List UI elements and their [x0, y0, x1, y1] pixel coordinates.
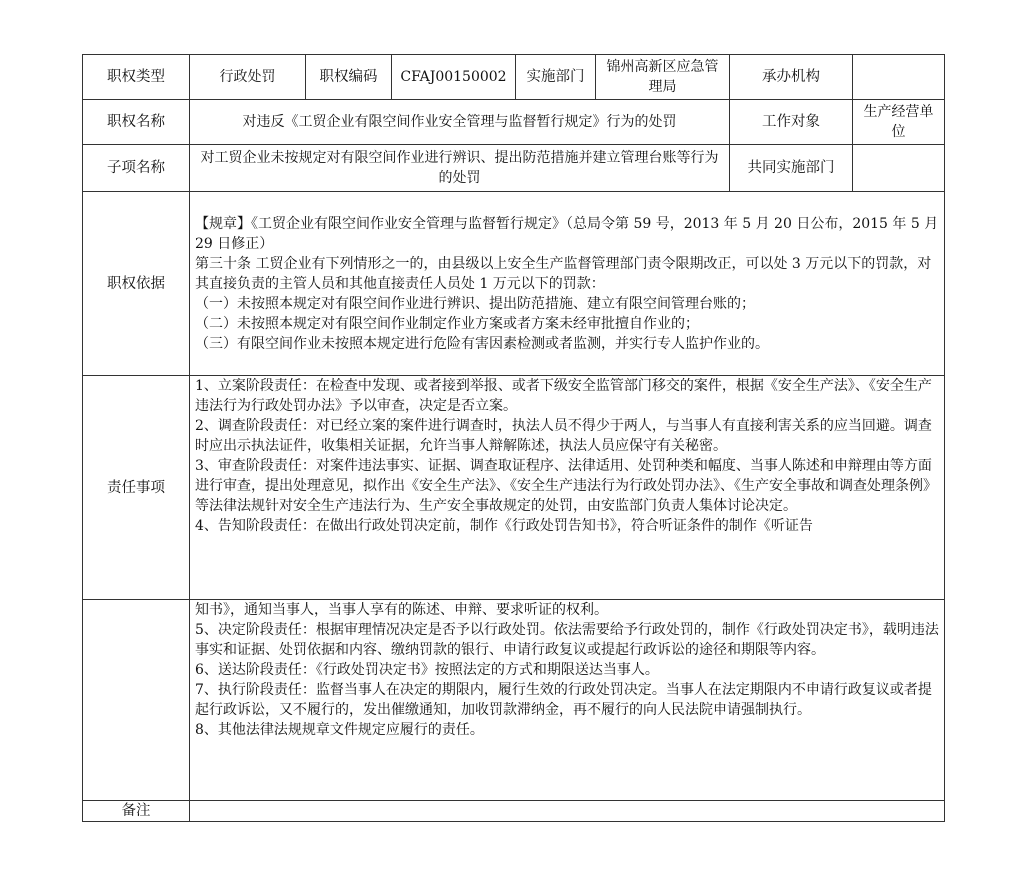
basis-label: 职权依据: [83, 192, 190, 376]
basis-line: 【规章】《工贸企业有限空间作业安全管理与监督暂行规定》（总局令第 59 号，2013 年 5 月 20 日公布，2015 年 5 月 29 日修正）: [195, 215, 939, 252]
remark-value: [190, 800, 945, 821]
authority-table-bottom: [82, 600, 945, 822]
remark-label: 备注: [83, 800, 190, 821]
duty-line: 4、告知阶段责任：在做出行政处罚决定前，制作《行政处罚告知书》，符合听证条件的制作《听证告: [195, 518, 813, 534]
basis-content: [190, 192, 945, 376]
duty-content-part2: [190, 600, 945, 800]
row-duty: [83, 376, 945, 600]
duty-line: 2、调查阶段责任：对已经立案的案件进行调查时，执法人员不得少于两人，与当事人有直接利害关系的应当回避。调查时应出示执法证件，收集相关证据，允许当事人辩解陈述，执法人员应保守有关秘密。: [195, 418, 932, 454]
type-label: 职权类型: [83, 55, 190, 100]
duty-content-part1: [190, 376, 945, 600]
row-basis: [83, 192, 945, 376]
authority-table-top: [82, 54, 945, 600]
duty-label: 责任事项: [83, 376, 190, 600]
object-label: 工作对象: [730, 100, 853, 145]
dept-value: 锦州高新区应急管理局: [596, 55, 730, 100]
joint-value: [853, 145, 945, 192]
joint-label: 共同实施部门: [730, 145, 853, 192]
agency-label: 承办机构: [730, 55, 853, 100]
basis-line: （一）未按照本规定对有限空间作业进行辨识、提出防范措施、建立有限空间管理台账的；: [195, 295, 755, 312]
duty-line: 8、其他法律法规规章文件规定应履行的责任。: [195, 722, 484, 738]
basis-line: 第三十条 工贸企业有下列情形之一的，由县级以上安全生产监督管理部门责令限期改正，可以处 3 万元以下的罚款，对其直接负责的主管人员和其他直接责任人员处 1 万元以下的罚款：: [195, 255, 932, 292]
duty-line: 5、决定阶段责任：根据审理情况决定是否予以行政处罚。依法需要给予行政处罚的，制作《行政处罚决定书》，载明违法事实和证据、处罚依据和内容、缴纳罚款的银行、申请行政复议或提起行政诉讼的途径和期限等内容。: [195, 622, 939, 658]
code-label: 职权编码: [306, 55, 392, 100]
duty-line: 6、送达阶段责任：《行政处罚决定书》按照法定的方式和期限送达当事人。: [195, 662, 659, 678]
basis-line: （二）未按照本规定对有限空间作业制定作业方案或者方案未经审批擅自作业的；: [195, 315, 699, 332]
row-duty-continued: [83, 600, 945, 800]
name-label: 职权名称: [83, 100, 190, 145]
basis-line: （三）有限空间作业未按照本规定进行危险有害因素检测或者监测，并实行专人监护作业的。: [195, 335, 769, 352]
duty-line: 1、立案阶段责任：在检查中发现、或者接到举报、或者下级安全监管部门移交的案件，根据《安全生产法》、《安全生产违法行为行政处罚办法》予以审查，决定是否立案。: [195, 378, 932, 414]
agency-value: [853, 55, 945, 100]
dept-label: 实施部门: [516, 55, 596, 100]
code-value: CFAJ00150002: [392, 55, 516, 100]
duty-line: 知书》，通知当事人，当事人享有的陈述、申辩、要求听证的权利。: [195, 602, 608, 618]
object-value: 生产经营单位: [853, 100, 945, 145]
sub-label: 子项名称: [83, 145, 190, 192]
type-value: 行政处罚: [190, 55, 306, 100]
row-name: [83, 100, 945, 145]
row-remark: [83, 800, 945, 821]
row-subitem: [83, 145, 945, 192]
duty-line: 7、执行阶段责任：监督当事人在决定的期限内，履行生效的行政处罚决定。当事人在法定期限内不申请行政复议或者提起行政诉讼，又不履行的，发出催缴通知，加收罚款滞纳金，再不履行的向人民法院申请强制执行。: [195, 682, 932, 718]
duty-line: 3、审查阶段责任：对案件违法事实、证据、调查取证程序、法律适用、处罚种类和幅度、当事人陈述和申辩理由等方面进行审查，提出处理意见，拟作出《安全生产法》、《安全生产违法行为行政处罚办法》、《生产安全事故和调查处理条例》等法律法规针对安全生产违法行为、生产安全事故规定的处罚，由安监部门负责人集体讨论决定。: [195, 458, 937, 514]
sub-value: 对工贸企业未按规定对有限空间作业进行辨识、提出防范措施并建立管理台账等行为的处罚: [190, 145, 730, 192]
name-value: 对违反《工贸企业有限空间作业安全管理与监督暂行规定》行为的处罚: [190, 100, 730, 145]
duty-label-continued: [83, 600, 190, 800]
row-type: [83, 55, 945, 100]
